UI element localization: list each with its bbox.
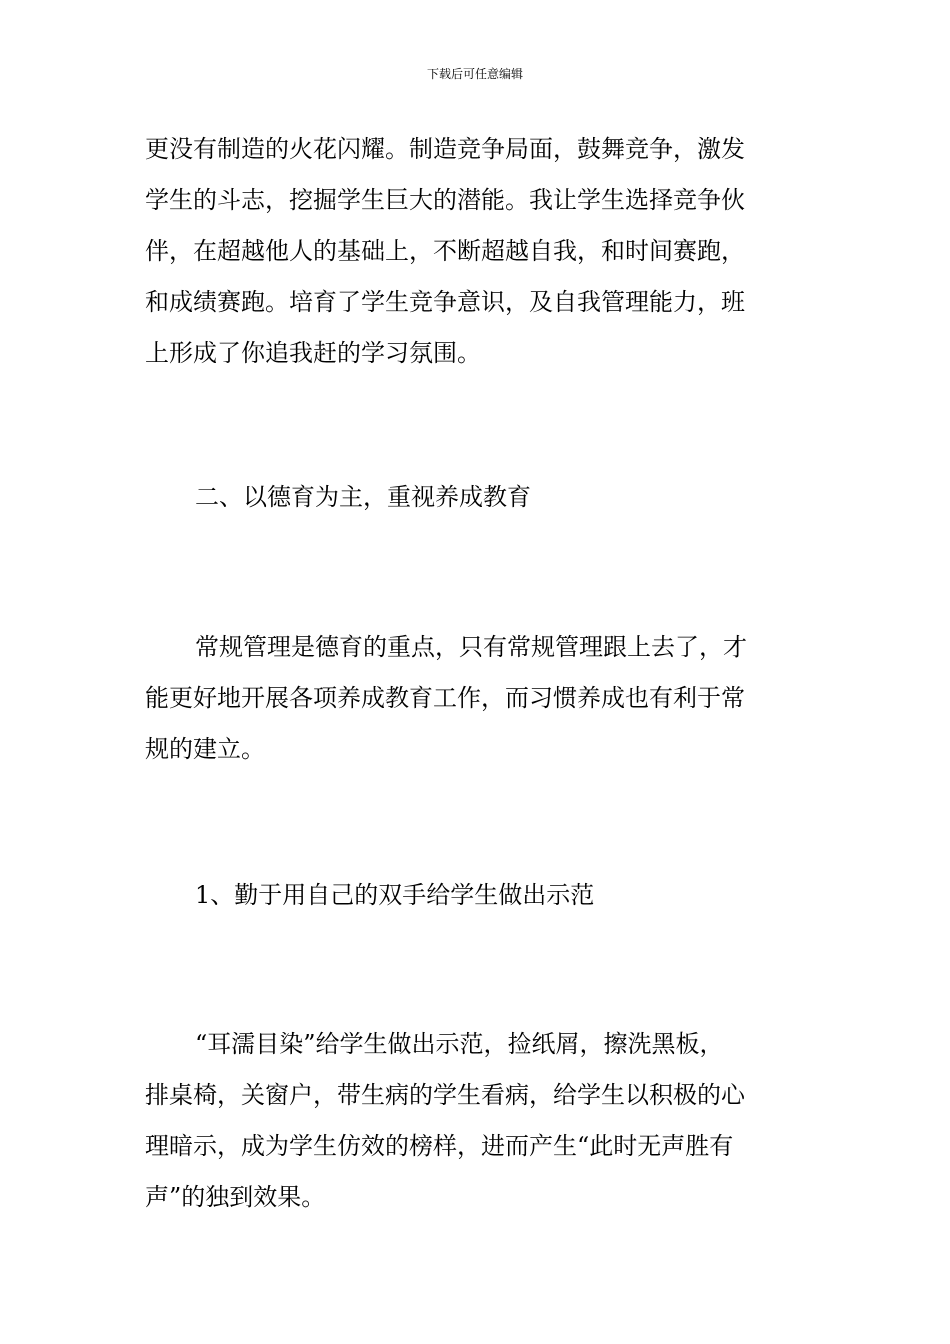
section-heading: 二、以德育为主，重视养成教育 [195,483,531,511]
paragraph-demonstration [145,1019,810,1223]
paragraph-routine-management [145,622,810,775]
paragraph-line: 声”的独到效果。 [145,1183,326,1211]
paragraph-line: 更没有制造的火花闪耀。制造竞争局面，鼓舞竞争，激发 [145,135,745,163]
paragraph-line: 能更好地开展各项养成教育工作，而习惯养成也有利于常 [145,684,745,712]
subsection-heading: 1、勤于用自己的双手给学生做出示范 [195,881,595,909]
paragraph-competition [145,124,810,379]
paragraph-line: 常规管理是德育的重点，只有常规管理跟上去了，才 [195,633,747,661]
paragraph-line: 和成绩赛跑。培育了学生竞争意识，及自我管理能力，班 [145,288,745,316]
paragraph-line: 学生的斗志，挖掘学生巨大的潜能。我让学生选择竞争伙 [145,186,745,214]
paragraph-line: 理暗示，成为学生仿效的榜样，进而产生“此时无声胜有 [145,1132,734,1160]
paragraph-line: “耳濡目染”给学生做出示范，捡纸屑，擦洗黑板， [195,1030,724,1058]
paragraph-line: 伴，在超越他人的基础上，不断超越自我，和时间赛跑， [145,237,745,265]
paragraph-line: 排桌椅，关窗户，带生病的学生看病，给学生以积极的心 [145,1081,745,1109]
paragraph-line: 规的建立。 [145,735,265,763]
paragraph-line: 上形成了你追我赶的学习氛围。 [145,339,481,367]
page-header: 下载后可任意编辑 [426,67,523,81]
